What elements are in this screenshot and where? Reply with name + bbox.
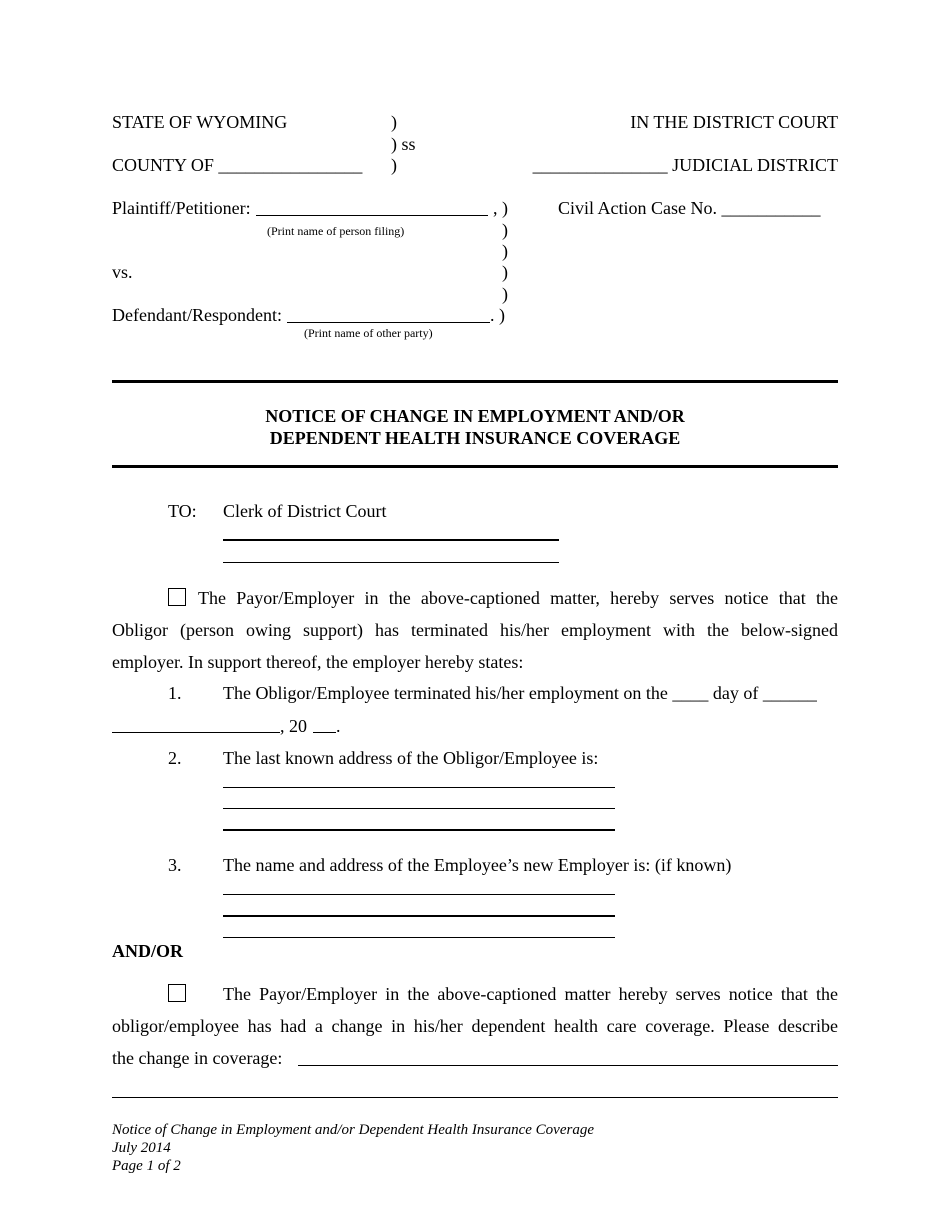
state-label: STATE OF WYOMING xyxy=(112,112,288,132)
to-address-line-1[interactable] xyxy=(223,539,559,541)
new-employer-line-2[interactable] xyxy=(223,915,615,917)
defendant-label: Defendant/Respondent: xyxy=(112,305,282,325)
title-rule-bottom xyxy=(112,465,838,468)
item1-number: 1. xyxy=(168,683,182,703)
item2-text: The last known address of the Obligor/Employee is: xyxy=(223,748,599,768)
termination-year-field[interactable] xyxy=(313,732,336,733)
county-label: COUNTY OF ________________ xyxy=(112,155,363,175)
caption-paren: ) xyxy=(391,112,397,132)
to-value: Clerk of District Court xyxy=(223,501,387,521)
title-rule-top xyxy=(112,380,838,383)
caption-ss: ) ss xyxy=(391,134,416,154)
last-address-line-1[interactable] xyxy=(223,787,615,788)
case-number-label: Civil Action Case No. ___________ xyxy=(558,198,821,218)
termination-intro: The Payor/Employer in the above-captioned matter, hereby serves notice that the Obligor (person owing support) has terminated his/her employment with the below-signed employer. In support thereof, the employer hereby states: xyxy=(112,588,838,672)
coverage-change-field-1[interactable] xyxy=(298,1065,838,1066)
caption-paren: ) xyxy=(502,241,508,261)
caption-paren: ) xyxy=(502,262,508,282)
item2-number: 2. xyxy=(168,748,182,768)
plaintiff-name-field[interactable] xyxy=(256,215,488,216)
item3-text: The name and address of the Employee’s new Employer is: (if known) xyxy=(223,855,732,875)
coverage-change-field-2[interactable] xyxy=(112,1097,838,1098)
last-address-line-2[interactable] xyxy=(223,808,615,809)
coverage-change-label: the change in coverage: xyxy=(112,1048,283,1068)
plaintiff-tail: , ) xyxy=(493,198,508,218)
plaintiff-hint: (Print name of person filing) xyxy=(267,224,405,238)
court-label: IN THE DISTRICT COURT xyxy=(630,112,838,132)
footer-page: Page 1 of 2 xyxy=(112,1158,181,1174)
and-or-heading: AND/OR xyxy=(112,941,183,961)
caption-paren: ) xyxy=(391,155,397,175)
termination-month-field[interactable] xyxy=(112,732,280,733)
to-address-line-2[interactable] xyxy=(223,562,559,563)
last-address-line-3[interactable] xyxy=(223,829,615,831)
footer-form-name: Notice of Change in Employment and/or Dependent Health Insurance Coverage xyxy=(112,1122,594,1138)
defendant-name-field[interactable] xyxy=(287,322,490,323)
to-label: TO: xyxy=(168,501,197,521)
item1-year-prefix: , 20 xyxy=(280,716,307,736)
form-title-line1: NOTICE OF CHANGE IN EMPLOYMENT AND/OR xyxy=(265,406,685,426)
vs-label: vs. xyxy=(112,262,133,282)
caption-paren: ) xyxy=(502,284,508,304)
coverage-change-text: The Payor/Employer in the above-captioned matter hereby serves notice that the obligor/employee has had a change in his/her dependent health care coverage. Please describe xyxy=(112,984,838,1036)
new-employer-line-1[interactable] xyxy=(223,894,615,895)
defendant-hint: (Print name of other party) xyxy=(304,326,433,340)
defendant-tail: . ) xyxy=(490,305,505,325)
item1-text: The Obligor/Employee terminated his/her employment on the ____ day of ______ xyxy=(223,683,817,703)
item1-end: . xyxy=(336,716,341,736)
form-title-line2: DEPENDENT HEALTH INSURANCE COVERAGE xyxy=(269,428,681,448)
caption-paren: ) xyxy=(502,220,508,240)
item3-number: 3. xyxy=(168,855,182,875)
judicial-district-label: _______________ JUDICIAL DISTRICT xyxy=(532,155,838,175)
new-employer-line-3[interactable] xyxy=(223,937,615,938)
footer-date: July 2014 xyxy=(112,1140,171,1156)
plaintiff-label: Plaintiff/Petitioner: xyxy=(112,198,251,218)
